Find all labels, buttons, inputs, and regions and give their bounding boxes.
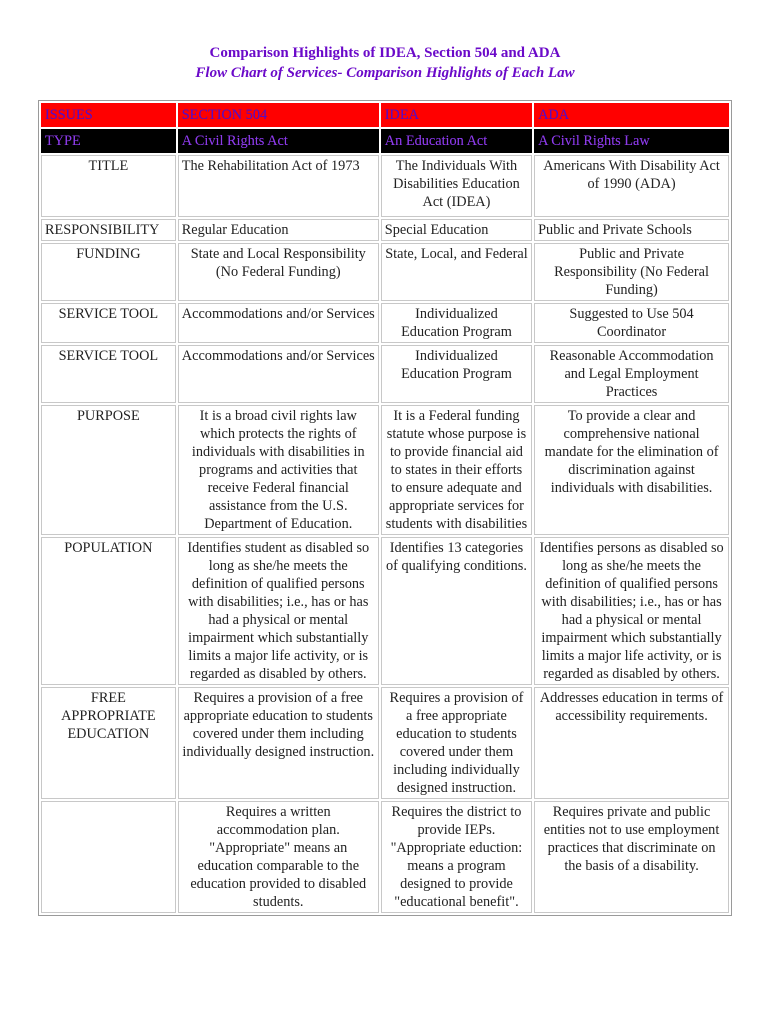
ada-cell: Public and Private Schools	[534, 219, 729, 241]
ada-cell: Public and Private Responsibility (No Federal Funding)	[534, 243, 729, 301]
page-title: Comparison Highlights of IDEA, Section 504 and ADA	[209, 45, 561, 61]
header-cell-ada: ADA	[534, 103, 729, 127]
header-cell-idea: IDEA	[381, 103, 532, 127]
issue-cell: POPULATION	[41, 537, 176, 685]
table-row	[41, 345, 729, 403]
ada-cell: Requires private and public entities not to use employment practices that discriminate on the basis of a disability.	[534, 801, 729, 913]
ada-cell: To provide a clear and comprehensive national mandate for the elimination of discrimination against individuals with disabilities.	[534, 405, 729, 535]
idea-cell: The Individuals With Disabilities Education Act (IDEA)	[381, 155, 532, 217]
idea-cell: State, Local, and Federal	[381, 243, 532, 301]
idea-cell: Requires a provision of a free appropriate education to students covered under them including individually designed instruction.	[381, 687, 532, 799]
issue-cell: SERVICE TOOL	[41, 303, 176, 343]
idea-cell: Individualized Education Program	[381, 345, 532, 403]
table-row	[41, 537, 729, 685]
section504-cell: State and Local Responsibility (No Federal Funding)	[178, 243, 379, 301]
table-row	[41, 405, 729, 535]
section504-cell: Regular Education	[178, 219, 379, 241]
type-cell-label: TYPE	[41, 129, 176, 153]
issue-cell: TITLE	[41, 155, 176, 217]
idea-cell: Identifies 13 categories of qualifying conditions.	[381, 537, 532, 685]
ada-cell: Suggested to Use 504 Coordinator	[534, 303, 729, 343]
ada-cell: Identifies persons as disabled so long as she/he meets the definition of qualified persons with disabilities; i.e., has or has had a physical or mental impairment which substantially limits a major life activity, or is regarded as disabled by others.	[534, 537, 729, 685]
comparison-table	[38, 100, 732, 916]
idea-cell: Individualized Education Program	[381, 303, 532, 343]
section504-cell: Accommodations and/or Services	[178, 345, 379, 403]
section504-cell: Identifies student as disabled so long as she/he meets the definition of qualified persons with disabilities; i.e., has or has had a physical or mental impairment which substantially limits a major life activity, or is regarded as disabled by others.	[178, 537, 379, 685]
type-row	[41, 129, 729, 153]
table-row	[41, 243, 729, 301]
section504-cell: The Rehabilitation Act of 1973	[178, 155, 379, 217]
section504-cell: Requires a provision of a free appropriate education to students covered under them including individually designed instruction.	[178, 687, 379, 799]
section504-cell: Requires a written accommodation plan. "Appropriate" means an education comparable to the education provided to disabled students.	[178, 801, 379, 913]
table-row	[41, 303, 729, 343]
header-cell-issues: ISSUES	[41, 103, 176, 127]
table-row	[41, 219, 729, 241]
issue-cell: PURPOSE	[41, 405, 176, 535]
idea-cell: It is a Federal funding statute whose purpose is to provide financial aid to states in their efforts to ensure adequate and appropriate services for students with disabilities	[381, 405, 532, 535]
header-row	[41, 103, 729, 127]
issue-cell	[41, 801, 176, 913]
type-cell-idea: An Education Act	[381, 129, 532, 153]
idea-cell: Requires the district to provide IEPs. "Appropriate eduction: means a program designed to provide "educational benefit".	[381, 801, 532, 913]
table-row	[41, 801, 729, 913]
ada-cell: Reasonable Accommodation and Legal Employment Practices	[534, 345, 729, 403]
ada-cell: Americans With Disability Act of 1990 (ADA)	[534, 155, 729, 217]
idea-cell: Special Education	[381, 219, 532, 241]
section504-cell: It is a broad civil rights law which protects the rights of individuals with disabilities in programs and activities that receive Federal financial assistance from the U.S. Department of Education.	[178, 405, 379, 535]
table-row	[41, 155, 729, 217]
header-cell-section504: SECTION 504	[178, 103, 379, 127]
type-cell-ada: A Civil Rights Law	[534, 129, 729, 153]
type-cell-section504: A Civil Rights Act	[178, 129, 379, 153]
ada-cell: Addresses education in terms of accessibility requirements.	[534, 687, 729, 799]
page-subtitle: Flow Chart of Services- Comparison Highlights of Each Law	[195, 65, 575, 81]
issue-cell: RESPONSIBILITY	[41, 219, 176, 241]
section504-cell: Accommodations and/or Services	[178, 303, 379, 343]
issue-cell: FREE APPROPRIATE EDUCATION	[41, 687, 176, 799]
issue-cell: SERVICE TOOL	[41, 345, 176, 403]
table-row	[41, 687, 729, 799]
issue-cell: FUNDING	[41, 243, 176, 301]
